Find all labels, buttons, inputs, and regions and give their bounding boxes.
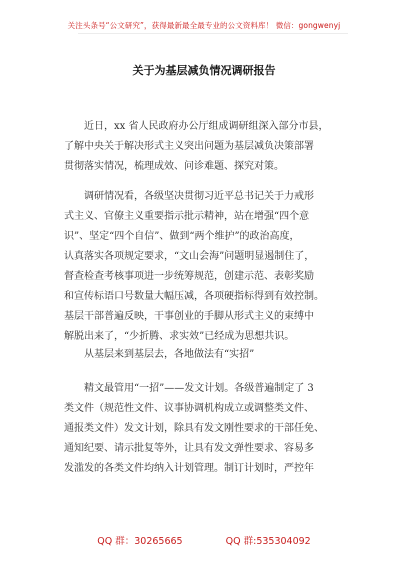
footer-qq-group-2: QQ 群:535304092: [225, 536, 311, 547]
footer-contacts: [0, 533, 408, 547]
paragraph-line: 类文件（规范性文件、议事协调机构成立或调整类文件、: [64, 403, 314, 414]
paragraph-line: 认真落实各项规定要求，“文山会海”问题明显遏制住了，: [64, 251, 315, 262]
section-heading: [64, 345, 350, 365]
paragraph-line: 解脱出来了，“少折腾、求实效”已经成为思想共识。: [64, 331, 295, 342]
paragraph-line: 了解中央关于解决形式主义突出问题为基层减负决策部署: [64, 141, 314, 152]
paragraph-line: 识”、坚定“四个自信”、做到“两个维护”的政治高度，: [64, 231, 300, 242]
paragraph-line: 精文最管用“一招”——发文计划。各级普遍制定了 3: [64, 383, 314, 394]
paragraph-line: 和宣传标语口号数量大幅压减，各项硬指标得到有效控制。: [64, 291, 324, 302]
banner-divider: [78, 33, 348, 34]
paragraph-line: 从基层来到基层去，各地做法有“实招”: [64, 349, 255, 360]
paragraph-line: 基层干部普遍反映，干事创业的手脚从形式主义的束缚中: [64, 311, 314, 322]
paragraph-line: 调研情况看，各级坚决贯彻习近平总书记关于力戒形: [64, 191, 314, 202]
paragraph-line: 通报类文件）发文计划，除具有发文刚性要求的干部任免、: [64, 423, 324, 434]
footer-qq-group-1: QQ 群：30265665: [97, 536, 183, 547]
paragraph-3: [64, 379, 350, 479]
paragraph-line: 督查检查考核事项进一步统筹规范，创建示范、表彰奖励: [64, 271, 314, 282]
top-banner: 关注头条号“公文研究”，获得最新最全最专业的公文资料库！ 微信：gongwenyj: [67, 21, 341, 30]
paragraph-1: [64, 117, 350, 177]
paragraph-line: 贯彻落实情况，梳理成效、问诊难题、探究对策。: [64, 161, 284, 172]
paragraph-line: 近日，xx 省人民政府办公厅组成调研组深入部分市县，: [64, 121, 329, 132]
paragraph-line: 发滥发的各类文件均纳入计划管理。制订计划时，严控年: [64, 463, 314, 474]
paragraph-line: 式主义、官僚主义重要指示批示精神，站在增强“四个意: [64, 211, 310, 222]
paragraph-2: [64, 187, 350, 347]
document-title: 关于为基层减负情况调研报告: [132, 64, 276, 77]
paragraph-line: 通知纪要、请示批复等外，让具有发文弹性要求、容易多: [64, 443, 314, 454]
